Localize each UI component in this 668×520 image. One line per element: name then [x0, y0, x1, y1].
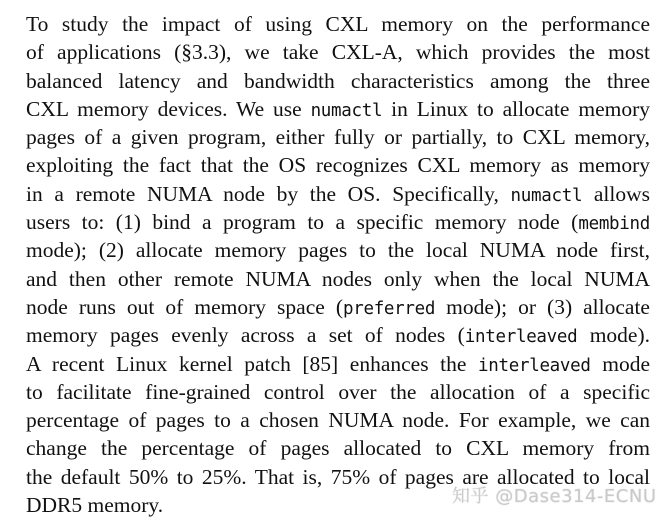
text-line — [26, 378, 650, 406]
text-run: node runs out of memory space ( — [26, 294, 343, 319]
inline-code: numactl — [510, 185, 583, 206]
inline-code: interleaved — [478, 355, 591, 376]
text-line — [26, 321, 650, 349]
text-run: allows — [582, 181, 651, 206]
inline-code: preferred — [342, 298, 436, 319]
text-line — [26, 293, 650, 321]
text-line — [26, 350, 650, 378]
inline-code: numactl — [310, 100, 383, 121]
text-line — [26, 406, 650, 434]
text-run: CXL memory devices. We use — [26, 96, 311, 121]
text-run: mode). — [577, 323, 651, 348]
text-run: balanced latency and bandwidth characteristics among the three — [26, 68, 650, 93]
text-run: in a remote NUMA node by the OS. Specifically, — [26, 181, 511, 206]
text-line — [26, 180, 650, 208]
text-run: percentage of pages to a chosen NUMA node. For example, we can — [26, 408, 650, 433]
text-run: memory pages evenly across a set of nodes ( — [26, 323, 465, 348]
text-run: mode); (2) allocate memory pages to the local NUMA node first, — [26, 238, 650, 263]
text-run: A recent Linux kernel patch [85] enhances the — [26, 351, 479, 376]
text-run: of applications (§3.3), we take CXL-A, which provides the most — [26, 40, 650, 65]
text-run: mode — [590, 351, 650, 376]
text-line — [26, 10, 650, 38]
inline-code: membind — [578, 214, 650, 235]
text-line — [26, 123, 650, 151]
inline-code: interleaved — [464, 327, 578, 348]
text-run: exploiting the fact that the OS recognizes CXL memory as memory — [26, 153, 650, 178]
text-line — [26, 151, 650, 179]
text-line — [26, 236, 650, 264]
text-run: mode); or (3) allocate — [435, 294, 650, 319]
text-run: To study the impact of using CXL memory on the performance — [26, 12, 650, 36]
text-line — [26, 208, 650, 236]
watermark: 知乎 @Dase314-ECNU — [452, 486, 657, 507]
text-run: pages of a given program, either fully or partially, to CXL memory, — [26, 125, 650, 150]
document-paragraph — [26, 10, 650, 519]
text-run: DDR5 memory. — [26, 493, 164, 518]
text-run: in Linux to allocate memory — [382, 96, 650, 121]
text-line — [26, 95, 650, 123]
text-line — [26, 434, 650, 462]
text-line — [26, 38, 650, 66]
text-run: to facilitate fine-grained control over the allocation of a specific — [26, 379, 650, 404]
text-line — [26, 265, 650, 293]
text-run: change the percentage of pages allocated to CXL memory from — [26, 436, 650, 461]
text-run: the default 50% to 25%. That is, 75% of pages are allocated to local — [26, 464, 650, 489]
text-line — [26, 67, 650, 95]
text-run: users to: (1) bind a program to a specific memory node ( — [26, 210, 579, 235]
text-run: and then other remote NUMA nodes only when the local NUMA — [26, 266, 650, 291]
